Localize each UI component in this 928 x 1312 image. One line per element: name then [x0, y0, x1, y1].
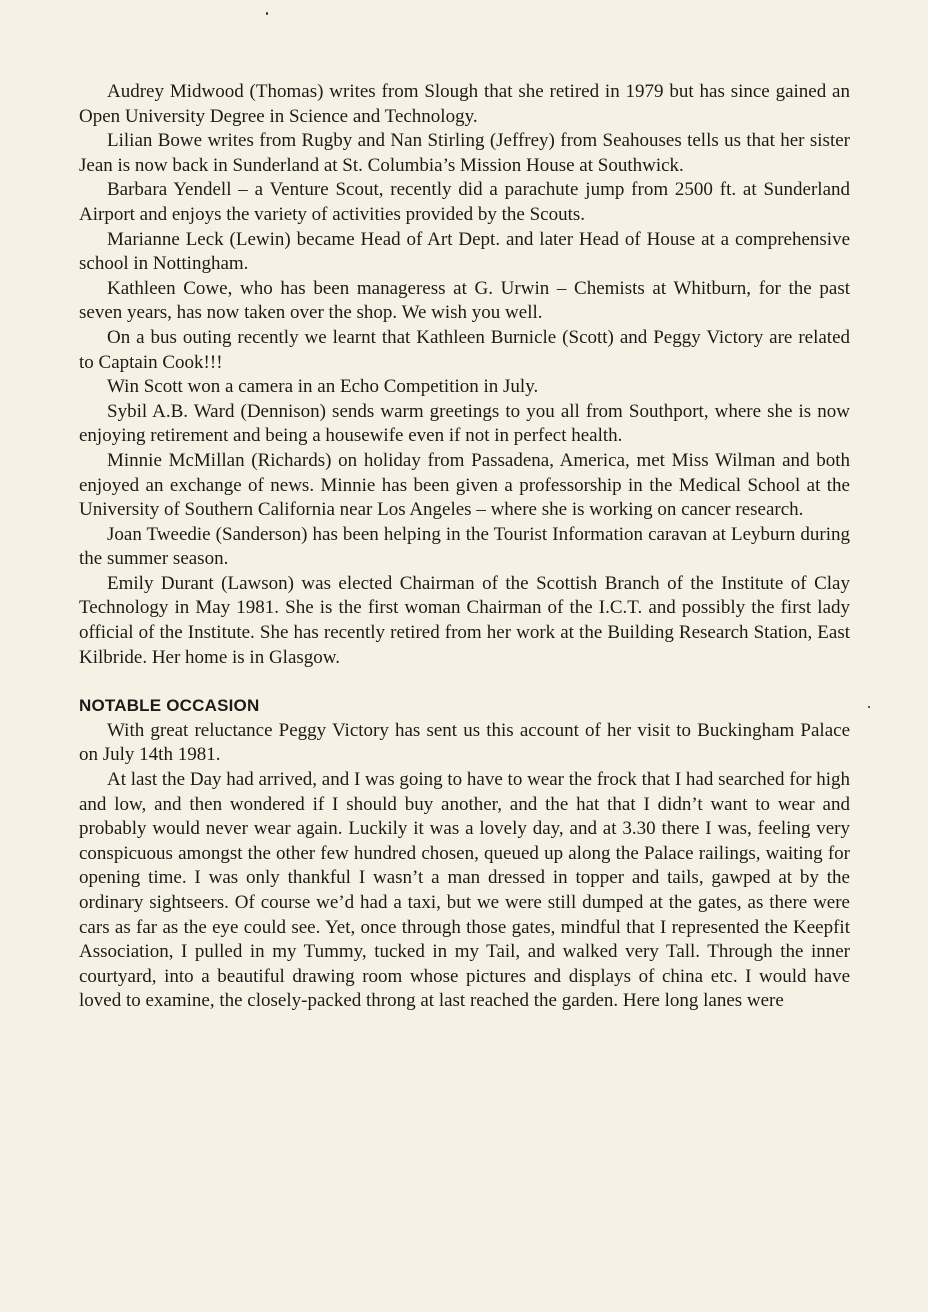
news-paragraph: On a bus outing recently we learnt that Kathleen Burnicle (Scott) and Peggy Victory are related to Captain Cook!!! — [79, 326, 850, 373]
news-paragraph: Emily Durant (Lawson) was elected Chairman of the Scottish Branch of the Institute of Clay Technology in May 1981. She is the first woman Chairman of the I.C.T. and possibly the first lady official of the Institute. She has recently retired from her work at the Building Research Station, East Kilbride. Her home is in Glasgow. — [79, 572, 850, 668]
news-paragraph: Audrey Midwood (Thomas) writes from Slough that she retired in 1979 but has since gained an Open University Degree in Science and Technology. — [79, 81, 850, 127]
news-paragraph: Minnie McMillan (Richards) on holiday from Passadena, America, met Miss Wilman and both enjoyed an exchange of news. Minnie has been given a professorship in the Medical School at the University of Southern California near Los Angeles – where she is working on cancer research. — [79, 449, 850, 521]
speck-mark — [266, 12, 268, 15]
section-heading: NOTABLE OCCASION — [79, 696, 260, 716]
news-paragraph: Lilian Bowe writes from Rugby and Nan Stirling (Jeffrey) from Seahouses tells us that her sister Jean is now back in Sunderland at St. Columbia’s Mission House at Southwick. — [79, 130, 850, 176]
occasion-paragraph: At last the Day had arrived, and I was going to have to wear the frock that I had searched for high and low, and then wondered if I should buy another, and the hat that I didn’t want to wear and probably would never wear again. Luckily it was a lovely day, and at 3.30 there I was, feeling very conspicuous amongst the other few hundred chosen, queued up along the Palace railings, waiting for opening time. I was only thankful I wasn’t a man dressed in topper and tails, gawped at by the ordinary sightseers. Of course we’d had a taxi, but we were still dumped at the gates, as there were cars as far as the eye could see. Yet, once through those gates, mindful that I represented the Keepfit Association, I pulled in my Tummy, tucked in my Tail, and walked very Tall. Through the inner courtyard, into a beautiful drawing room whose pictures and displays of china etc. I would have loved to examine, the closely-packed throng at last reached the garden. Here long lanes were — [79, 769, 850, 1012]
news-paragraph: Marianne Leck (Lewin) became Head of Art Dept. and later Head of House at a comprehensive school in Nottingham. — [79, 228, 850, 275]
occasion-paragraph: With great reluctance Peggy Victory has sent us this account of her visit to Buckingham Palace on July 14th 1981. — [79, 719, 850, 766]
article-text — [79, 80, 850, 1014]
speck-mark — [868, 706, 870, 708]
news-paragraph: Sybil A.B. Ward (Dennison) sends warm greetings to you all from Southport, where she is now enjoying retirement and being a housewife even if not in perfect health. — [79, 400, 850, 447]
news-paragraph: Joan Tweedie (Sanderson) has been helping in the Tourist Information caravan at Leyburn during the summer season. — [79, 523, 850, 570]
news-paragraph: Barbara Yendell – a Venture Scout, recently did a parachute jump from 2500 ft. at Sunderland Airport and enjoys the variety of activities provided by the Scouts. — [79, 179, 850, 225]
news-paragraph: Kathleen Cowe, who has been manageress at G. Urwin – Chemists at Whitburn, for the past seven years, has now taken over the shop. We wish you well. — [79, 277, 850, 324]
news-paragraph: Win Scott won a camera in an Echo Competition in July. — [107, 376, 539, 398]
